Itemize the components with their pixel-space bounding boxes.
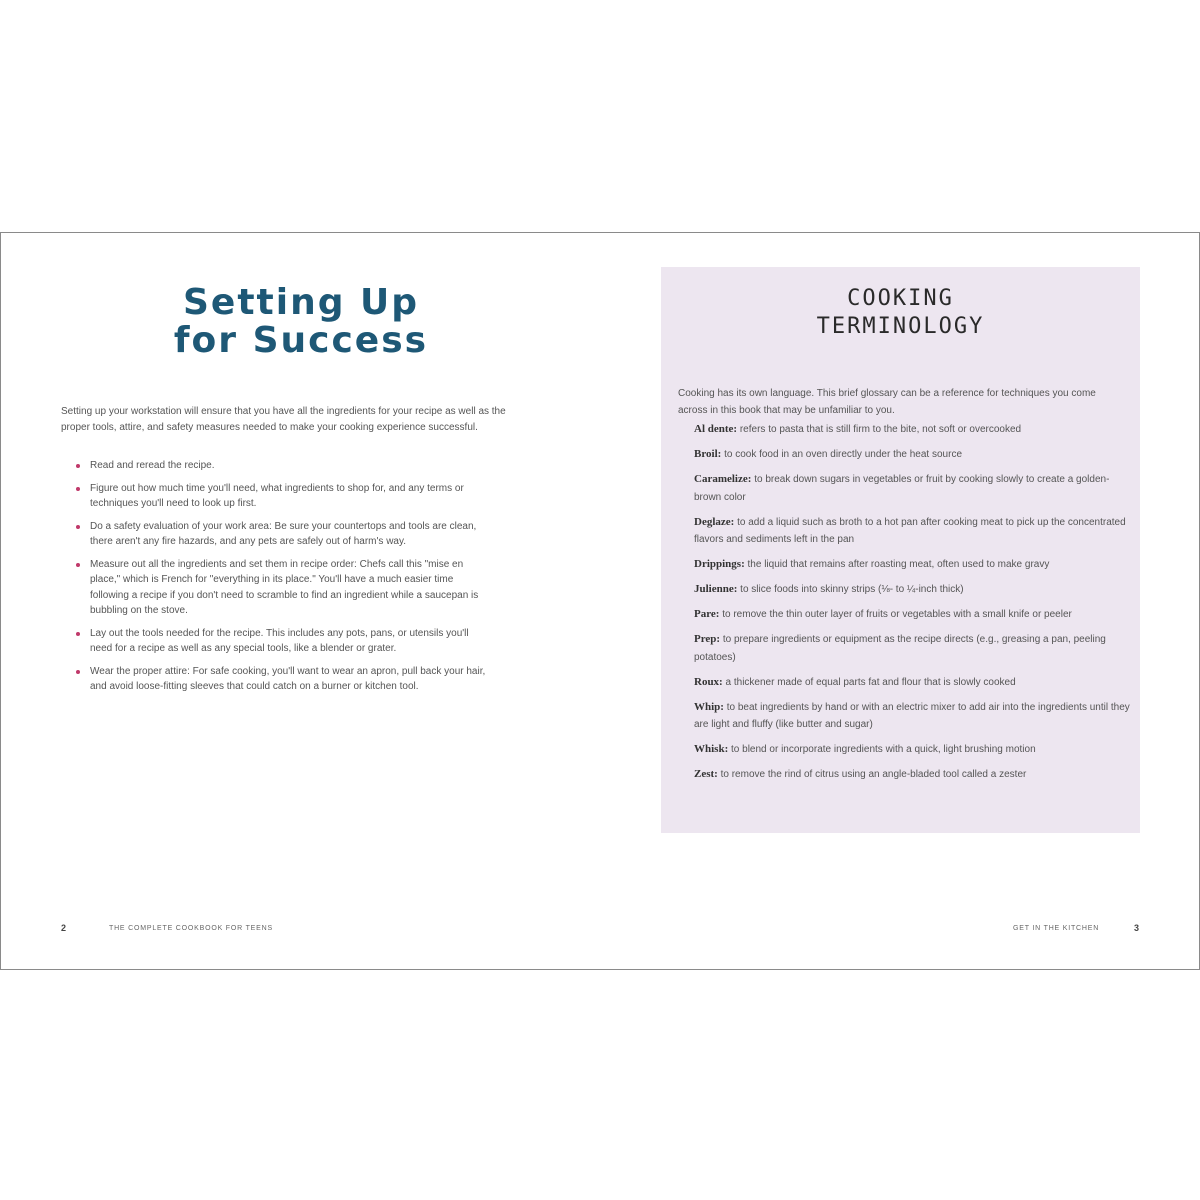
glossary-entry: Drippings: the liquid that remains after roasting meat, often used to make gravy — [694, 558, 1050, 570]
terminology-sidebar — [661, 267, 1140, 833]
sidebar-title-line2: TERMINOLOGY — [816, 314, 985, 339]
list-item: Read and reread the recipe. — [76, 458, 486, 474]
page-title-line1: Setting Up — [182, 282, 420, 323]
running-head-left: THE COMPLETE COOKBOOK FOR TEENS — [109, 925, 273, 932]
glossary-entry: Al dente: refers to pasta that is still firm to the bite, not soft or overcooked — [694, 423, 1022, 435]
page-number-right: 3 — [1134, 923, 1140, 933]
running-head-right: GET IN THE KITCHEN — [1013, 925, 1100, 932]
intro-paragraph: Setting up your workstation will ensure that you have all the ingredients for your recipe as well as the proper tools, attire, and safety measures needed to make your cooking experience successful. — [61, 406, 506, 433]
glossary-entry: Deglaze: to add a liquid such as broth to a hot pan after cooking meat to pick up the concentrated flavors and sediments left in the pan — [694, 515, 1126, 545]
glossary-entry: Whisk: to blend or incorporate ingredients with a quick, light brushing motion — [694, 743, 1036, 755]
bullet-icon — [76, 525, 80, 529]
glossary-list — [694, 421, 1134, 791]
bullet-icon — [76, 487, 80, 491]
book-spread — [0, 232, 1200, 970]
glossary-entry: Caramelize: to break down sugars in vegetables or fruit by cooking slowly to create a golden-brown color — [694, 473, 1110, 503]
sidebar-title-line1: COOKING — [847, 286, 954, 311]
setup-checklist — [76, 458, 486, 702]
bullet-icon — [76, 670, 80, 674]
glossary-entry: Zest: to remove the rind of citrus using an angle-bladed tool called a zester — [694, 768, 1027, 780]
list-item: Figure out how much time you'll need, what ingredients to shop for, and any terms or techniques you'll need to look up first. — [76, 481, 486, 512]
glossary-entry: Whip: to beat ingredients by hand or with an electric mixer to add air into the ingredients until they are light and fluffy (like butter and sugar) — [694, 700, 1130, 730]
glossary-entry: Pare: to remove the thin outer layer of fruits or vegetables with a small knife or peeler — [694, 608, 1072, 620]
bullet-icon — [76, 563, 80, 567]
list-item: Lay out the tools needed for the recipe. This includes any pots, pans, or utensils you'll need for a recipe as well as any special tools, like a blender or grater. — [76, 626, 486, 657]
glossary-entry: Julienne: to slice foods into skinny strips (⅛- to ¼-inch thick) — [694, 583, 964, 595]
glossary-entry: Roux: a thickener made of equal parts fat and flour that is slowly cooked — [694, 675, 1016, 688]
bullet-icon — [76, 464, 80, 468]
glossary-entry: Broil: to cook food in an oven directly under the heat source — [694, 448, 963, 460]
bullet-icon — [76, 632, 80, 636]
list-item: Wear the proper attire: For safe cooking, you'll want to wear an apron, pull back your hair, and avoid loose-fitting sleeves that could catch on a burner or kitchen tool. — [76, 664, 486, 695]
list-item: Do a safety evaluation of your work area: Be sure your countertops and tools are clean, there aren't any fire hazards, and any pets are safely out of harm's way. — [76, 519, 486, 550]
page-number-left: 2 — [61, 923, 67, 933]
page-title-line2: for Success — [173, 320, 429, 361]
glossary-entry: Prep: to prepare ingredients or equipment as the recipe directs (e.g., greasing a pan, peeling potatoes) — [694, 633, 1106, 663]
sidebar-intro: Cooking has its own language. This brief glossary can be a reference for techniques you come across in this book that may be unfamiliar to you. — [678, 388, 1096, 416]
list-item: Measure out all the ingredients and set them in recipe order: Chefs call this "mise en place," which is French for "everything in its place." You'll have a much easier time following a recipe if you don't need to scramble to find an ingredient while a saucepan is bubbling on the stove. — [76, 557, 486, 619]
